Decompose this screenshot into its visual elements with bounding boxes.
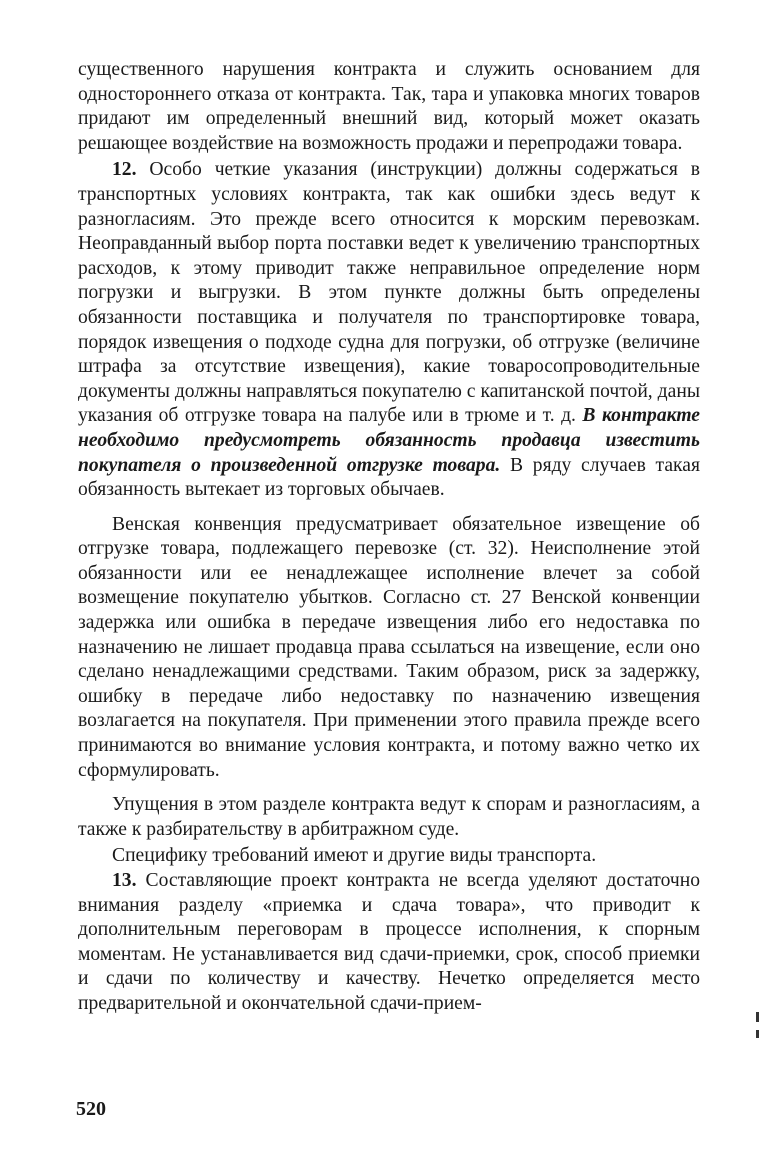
item-number-12: 12. bbox=[112, 159, 137, 181]
page-body bbox=[78, 58, 700, 1017]
item-13-text: Составляющие проект контракта не всегда уделяют достаточно внимания разделу «приемка и сдача товара», что приводит к дополнительным переговорам в процессе исполнения, к спорным моментам. Не устанавливается вид сдачи-приемки, срок, способ приемки и сдачи по количеству и качеству. Нечетко определяется место предварительной и окончательной сдачи-прием- bbox=[78, 870, 700, 1014]
item-12-text: Особо четкие указания (инструкции) должны содержаться в транспортных условиях контракта, так как ошибки здесь ведут к разногласиям. Это прежде всего относится к морским перевозкам. Неоправданный выбор порта поставки ведет к увеличению транспортных расходов, к этому приводит также неправильное определение норм погрузки и выгрузки. В этом пункте должны быть определены обязанности поставщика и получателя по транспортировке товара, порядок извещения о подходе судна для погрузки, об отгрузке (величине штрафа за отсутствие извещения), какие товаросопроводительные документы должны направляться покупателю с капитанской почтой, даны указания об отгрузке товара на палубе или в трюме и т. д. bbox=[78, 159, 700, 427]
paragraph-transport-types: Специфику требований имеют и другие виды транспорта. bbox=[112, 845, 597, 867]
paragraph-item-13 bbox=[78, 869, 700, 1017]
paragraph-vienna-convention: Венская конвенция предусматривает обязательное извещение об отгрузке товара, подлежащего перевозке (ст. 32). Неисполнение этой обязанности или ее ненадлежащее исполнение влечет за собой возмещение покупателю убытков. Согласно ст. 27 Венской конвенции задержка или ошибка в передаче извещения либо его недоставка по назначению не лишает продавца права ссылаться на извещение, если оно сделано ненадлежащими средствами. Таким образом, риск за задержку, ошибку в передаче либо недоставку по назначению извещения возлагается на покупателя. При применении этого правила прежде всего принимаются во внимание условия контракта, и потому важно четко их сформулировать. bbox=[78, 513, 700, 781]
item-12-tail: В ряду случаев такая обязанность вытекает из торговых обычаев. bbox=[78, 454, 700, 501]
paragraph-omissions: Упущения в этом разделе контракта ведут к спорам и разногласиям, а также к разбирательству в арбитражном суде. bbox=[78, 794, 700, 840]
paragraph-item-12 bbox=[78, 158, 700, 502]
item-12-emphasis: В контракте необходимо предусмотреть обязанность продавца известить покупателя о произведенной отгрузке товара. bbox=[78, 405, 701, 476]
scan-edge-mark bbox=[756, 1030, 759, 1038]
paragraph-continuation: существенного нарушения контракта и служить основанием для одностороннего отказа от контракта. Так, тара и упаковка многих товаров придают им определенный внешний вид, который может оказать решающее воздействие на возможность продажи и перепродажи товара. bbox=[78, 59, 700, 154]
page-number: 520 bbox=[76, 1098, 106, 1120]
scan-edge-mark bbox=[756, 1012, 759, 1022]
item-number-13: 13. bbox=[112, 870, 137, 891]
